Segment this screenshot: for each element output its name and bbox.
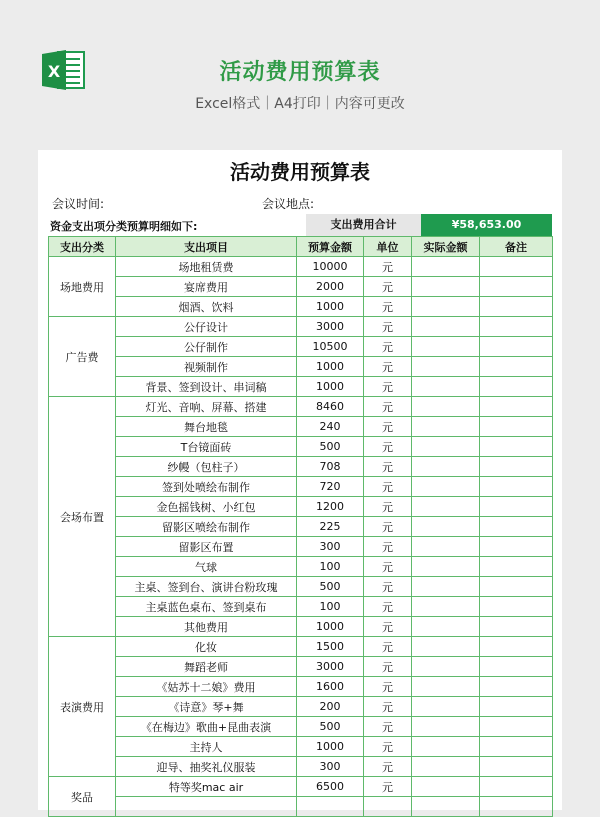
total-value: ¥58,653.00 — [421, 214, 552, 236]
budget-amount-cell[interactable]: 8460 — [297, 397, 364, 417]
remark-cell[interactable] — [480, 437, 553, 457]
meeting-place-label: 会议地点: — [262, 197, 315, 211]
table-header-row — [49, 237, 553, 257]
meeting-time-label: 会议时间: — [52, 197, 105, 211]
actual-amount-cell[interactable] — [412, 697, 480, 717]
remark-cell[interactable] — [480, 777, 553, 797]
item-cell[interactable]: 灯光、音响、屏幕、搭建 — [116, 397, 297, 417]
budget-amount-cell[interactable]: 500 — [297, 437, 364, 457]
actual-amount-cell[interactable] — [412, 297, 480, 317]
column-header[interactable]: 支出分类 — [49, 237, 116, 257]
unit-cell[interactable]: 元 — [364, 677, 412, 697]
remark-cell[interactable] — [480, 457, 553, 477]
table-row — [49, 497, 553, 517]
total-label: 支出费用合计 — [306, 214, 421, 236]
table-row — [49, 337, 553, 357]
budget-amount-cell[interactable]: 720 — [297, 477, 364, 497]
unit-cell[interactable]: 元 — [364, 597, 412, 617]
table-row — [49, 537, 553, 557]
item-cell[interactable]: T台镜面砖 — [116, 437, 297, 457]
column-header[interactable]: 备注 — [480, 237, 553, 257]
table-row — [49, 437, 553, 457]
actual-amount-cell[interactable] — [412, 317, 480, 337]
budget-amount-cell[interactable]: 100 — [297, 597, 364, 617]
budget-amount-cell[interactable]: 200 — [297, 697, 364, 717]
actual-amount-cell[interactable] — [412, 777, 480, 797]
actual-amount-cell[interactable] — [412, 257, 480, 277]
unit-cell[interactable]: 元 — [364, 397, 412, 417]
spreadsheet-sheet — [38, 150, 562, 810]
budget-amount-cell[interactable]: 300 — [297, 537, 364, 557]
budget-amount-cell[interactable]: 1600 — [297, 677, 364, 697]
unit-cell[interactable]: 元 — [364, 657, 412, 677]
actual-amount-cell[interactable] — [412, 717, 480, 737]
table-row — [49, 657, 553, 677]
summary-row — [48, 214, 552, 236]
remark-cell[interactable] — [480, 257, 553, 277]
actual-amount-cell[interactable] — [412, 457, 480, 477]
unit-cell[interactable]: 元 — [364, 457, 412, 477]
unit-cell[interactable]: 元 — [364, 437, 412, 457]
column-header[interactable]: 实际金额 — [412, 237, 480, 257]
table-row — [49, 397, 553, 417]
page-header — [0, 0, 600, 150]
column-header[interactable]: 支出项目 — [116, 237, 297, 257]
unit-cell[interactable]: 元 — [364, 417, 412, 437]
item-cell[interactable]: 特等奖mac air — [116, 777, 297, 797]
actual-amount-cell[interactable] — [412, 537, 480, 557]
item-cell[interactable]: 留影区布置 — [116, 537, 297, 557]
actual-amount-cell[interactable] — [412, 617, 480, 637]
unit-cell[interactable]: 元 — [364, 317, 412, 337]
actual-amount-cell[interactable] — [412, 657, 480, 677]
remark-cell[interactable] — [480, 477, 553, 497]
unit-cell[interactable]: 元 — [364, 617, 412, 637]
item-cell[interactable]: 舞蹈老师 — [116, 657, 297, 677]
subtitle: Excel格式｜A4打印｜内容可更改 — [195, 96, 405, 112]
budget-amount-cell[interactable]: 3000 — [297, 657, 364, 677]
table-row — [49, 617, 553, 637]
actual-amount-cell[interactable] — [412, 397, 480, 417]
actual-amount-cell[interactable] — [412, 437, 480, 457]
budget-amount-cell[interactable]: 708 — [297, 457, 364, 477]
actual-amount-cell[interactable] — [412, 757, 480, 777]
item-cell[interactable]: 其他费用 — [116, 617, 297, 637]
table-row — [49, 517, 553, 537]
table-row — [49, 277, 553, 297]
unit-cell[interactable]: 元 — [364, 337, 412, 357]
unit-cell[interactable]: 元 — [364, 477, 412, 497]
item-cell[interactable]: 宴席费用 — [116, 277, 297, 297]
category-cell[interactable]: 奖品 — [49, 777, 116, 817]
actual-amount-cell[interactable] — [412, 577, 480, 597]
column-header[interactable]: 预算金额 — [297, 237, 364, 257]
table-row — [49, 477, 553, 497]
unit-cell[interactable]: 元 — [364, 517, 412, 537]
unit-cell[interactable]: 元 — [364, 697, 412, 717]
item-cell[interactable]: 留影区喷绘布制作 — [116, 517, 297, 537]
category-cell[interactable]: 会场布置 — [49, 397, 116, 637]
budget-amount-cell[interactable]: 1000 — [297, 357, 364, 377]
remark-cell[interactable] — [480, 497, 553, 517]
item-cell[interactable]: 化妆 — [116, 637, 297, 657]
remark-cell[interactable] — [480, 397, 553, 417]
actual-amount-cell[interactable] — [412, 557, 480, 577]
actual-amount-cell[interactable] — [412, 497, 480, 517]
remark-cell[interactable] — [480, 537, 553, 557]
category-cell[interactable]: 场地费用 — [49, 257, 116, 317]
unit-cell[interactable]: 元 — [364, 357, 412, 377]
budget-amount-cell[interactable]: 3000 — [297, 317, 364, 337]
table-row — [49, 697, 553, 717]
budget-table — [48, 236, 553, 817]
item-cell[interactable]: 迎导、抽奖礼仪服装 — [116, 757, 297, 777]
remark-cell[interactable] — [480, 277, 553, 297]
item-cell[interactable]: 签到处喷绘布制作 — [116, 477, 297, 497]
remark-cell[interactable] — [480, 417, 553, 437]
actual-amount-cell[interactable] — [412, 417, 480, 437]
remark-cell[interactable] — [480, 337, 553, 357]
remark-cell[interactable] — [480, 757, 553, 777]
unit-cell[interactable]: 元 — [364, 557, 412, 577]
unit-cell[interactable]: 元 — [364, 257, 412, 277]
unit-cell[interactable]: 元 — [364, 577, 412, 597]
budget-amount-cell[interactable]: 500 — [297, 717, 364, 737]
summary-label: 资金支出项分类预算明细如下: — [50, 220, 198, 233]
table-row — [49, 317, 553, 337]
remark-cell[interactable] — [480, 617, 553, 637]
sheet-title: 活动费用预算表 — [230, 160, 370, 184]
unit-cell[interactable]: 元 — [364, 717, 412, 737]
actual-amount-cell[interactable] — [412, 337, 480, 357]
table-row — [49, 737, 553, 757]
main-title: 活动费用预算表 — [219, 60, 381, 85]
remark-cell[interactable] — [480, 577, 553, 597]
item-cell[interactable]: 主桌、签到台、演讲台粉玫瑰 — [116, 577, 297, 597]
table-row — [49, 297, 553, 317]
table-row — [49, 417, 553, 437]
svg-text:X: X — [47, 62, 61, 81]
actual-amount-cell[interactable] — [412, 637, 480, 657]
remark-cell[interactable] — [480, 597, 553, 617]
budget-amount-cell[interactable]: 225 — [297, 517, 364, 537]
budget-amount-cell[interactable]: 2000 — [297, 277, 364, 297]
item-cell[interactable]: 主桌蓝色桌布、签到桌布 — [116, 597, 297, 617]
budget-amount-cell[interactable]: 1200 — [297, 497, 364, 517]
table-row — [49, 357, 553, 377]
item-cell[interactable]: 视频制作 — [116, 357, 297, 377]
budget-amount-cell[interactable]: 10000 — [297, 257, 364, 277]
remark-cell[interactable] — [480, 517, 553, 537]
budget-amount-cell[interactable]: 240 — [297, 417, 364, 437]
unit-cell[interactable]: 元 — [364, 497, 412, 517]
column-header[interactable]: 单位 — [364, 237, 412, 257]
item-cell[interactable]: 《在梅边》歌曲+昆曲表演 — [116, 717, 297, 737]
remark-cell[interactable] — [480, 637, 553, 657]
budget-amount-cell[interactable]: 1000 — [297, 297, 364, 317]
unit-cell[interactable]: 元 — [364, 637, 412, 657]
item-cell[interactable]: 场地租赁费 — [116, 257, 297, 277]
budget-amount-cell[interactable]: 300 — [297, 757, 364, 777]
category-cell[interactable]: 表演费用 — [49, 637, 116, 777]
actual-amount-cell[interactable] — [412, 517, 480, 537]
table-row — [49, 677, 553, 697]
unit-cell[interactable]: 元 — [364, 297, 412, 317]
budget-amount-cell[interactable]: 1000 — [297, 377, 364, 397]
table-row — [49, 577, 553, 597]
budget-amount-cell[interactable]: 10500 — [297, 337, 364, 357]
table-row — [49, 377, 553, 397]
table-row — [49, 597, 553, 617]
table-row — [49, 257, 553, 277]
remark-cell[interactable] — [480, 317, 553, 337]
remark-cell[interactable] — [480, 357, 553, 377]
item-cell[interactable]: 纱幔（包柱子） — [116, 457, 297, 477]
table-row — [49, 717, 553, 737]
unit-cell[interactable]: 元 — [364, 757, 412, 777]
item-cell[interactable]: 《姑苏十二娘》费用 — [116, 677, 297, 697]
budget-amount-cell[interactable]: 6500 — [297, 777, 364, 797]
remark-cell[interactable] — [480, 297, 553, 317]
remark-cell[interactable] — [480, 697, 553, 717]
unit-cell[interactable]: 元 — [364, 277, 412, 297]
table-row — [49, 757, 553, 777]
table-row — [49, 637, 553, 657]
remark-cell[interactable] — [480, 657, 553, 677]
unit-cell[interactable]: 元 — [364, 537, 412, 557]
item-cell[interactable]: 主持人 — [116, 737, 297, 757]
actual-amount-cell[interactable] — [412, 477, 480, 497]
remark-cell[interactable] — [480, 377, 553, 397]
item-cell[interactable]: 背景、签到设计、串词稿 — [116, 377, 297, 397]
budget-amount-cell[interactable]: 1500 — [297, 637, 364, 657]
actual-amount-cell[interactable] — [412, 277, 480, 297]
category-cell[interactable]: 广告费 — [49, 317, 116, 397]
table-row — [49, 777, 553, 797]
table-row — [49, 557, 553, 577]
item-cell[interactable]: 烟酒、饮料 — [116, 297, 297, 317]
unit-cell[interactable]: 元 — [364, 737, 412, 757]
actual-amount-cell[interactable] — [412, 597, 480, 617]
unit-cell[interactable]: 元 — [364, 377, 412, 397]
budget-amount-cell[interactable]: 100 — [297, 557, 364, 577]
item-cell[interactable]: 公仔制作 — [116, 337, 297, 357]
item-cell[interactable]: 舞台地毯 — [116, 417, 297, 437]
table-row — [49, 457, 553, 477]
budget-amount-cell[interactable]: 500 — [297, 577, 364, 597]
item-cell[interactable]: 金色摇钱树、小红包 — [116, 497, 297, 517]
item-cell[interactable]: 《诗意》琴+舞 — [116, 697, 297, 717]
actual-amount-cell[interactable] — [412, 357, 480, 377]
remark-cell[interactable] — [480, 737, 553, 757]
item-cell[interactable]: 气球 — [116, 557, 297, 577]
remark-cell[interactable] — [480, 717, 553, 737]
unit-cell[interactable]: 元 — [364, 777, 412, 797]
budget-amount-cell[interactable]: 1000 — [297, 737, 364, 757]
budget-amount-cell[interactable]: 1000 — [297, 617, 364, 637]
remark-cell[interactable] — [480, 677, 553, 697]
remark-cell[interactable] — [480, 557, 553, 577]
actual-amount-cell[interactable] — [412, 377, 480, 397]
actual-amount-cell[interactable] — [412, 737, 480, 757]
actual-amount-cell[interactable] — [412, 677, 480, 697]
item-cell[interactable]: 公仔设计 — [116, 317, 297, 337]
